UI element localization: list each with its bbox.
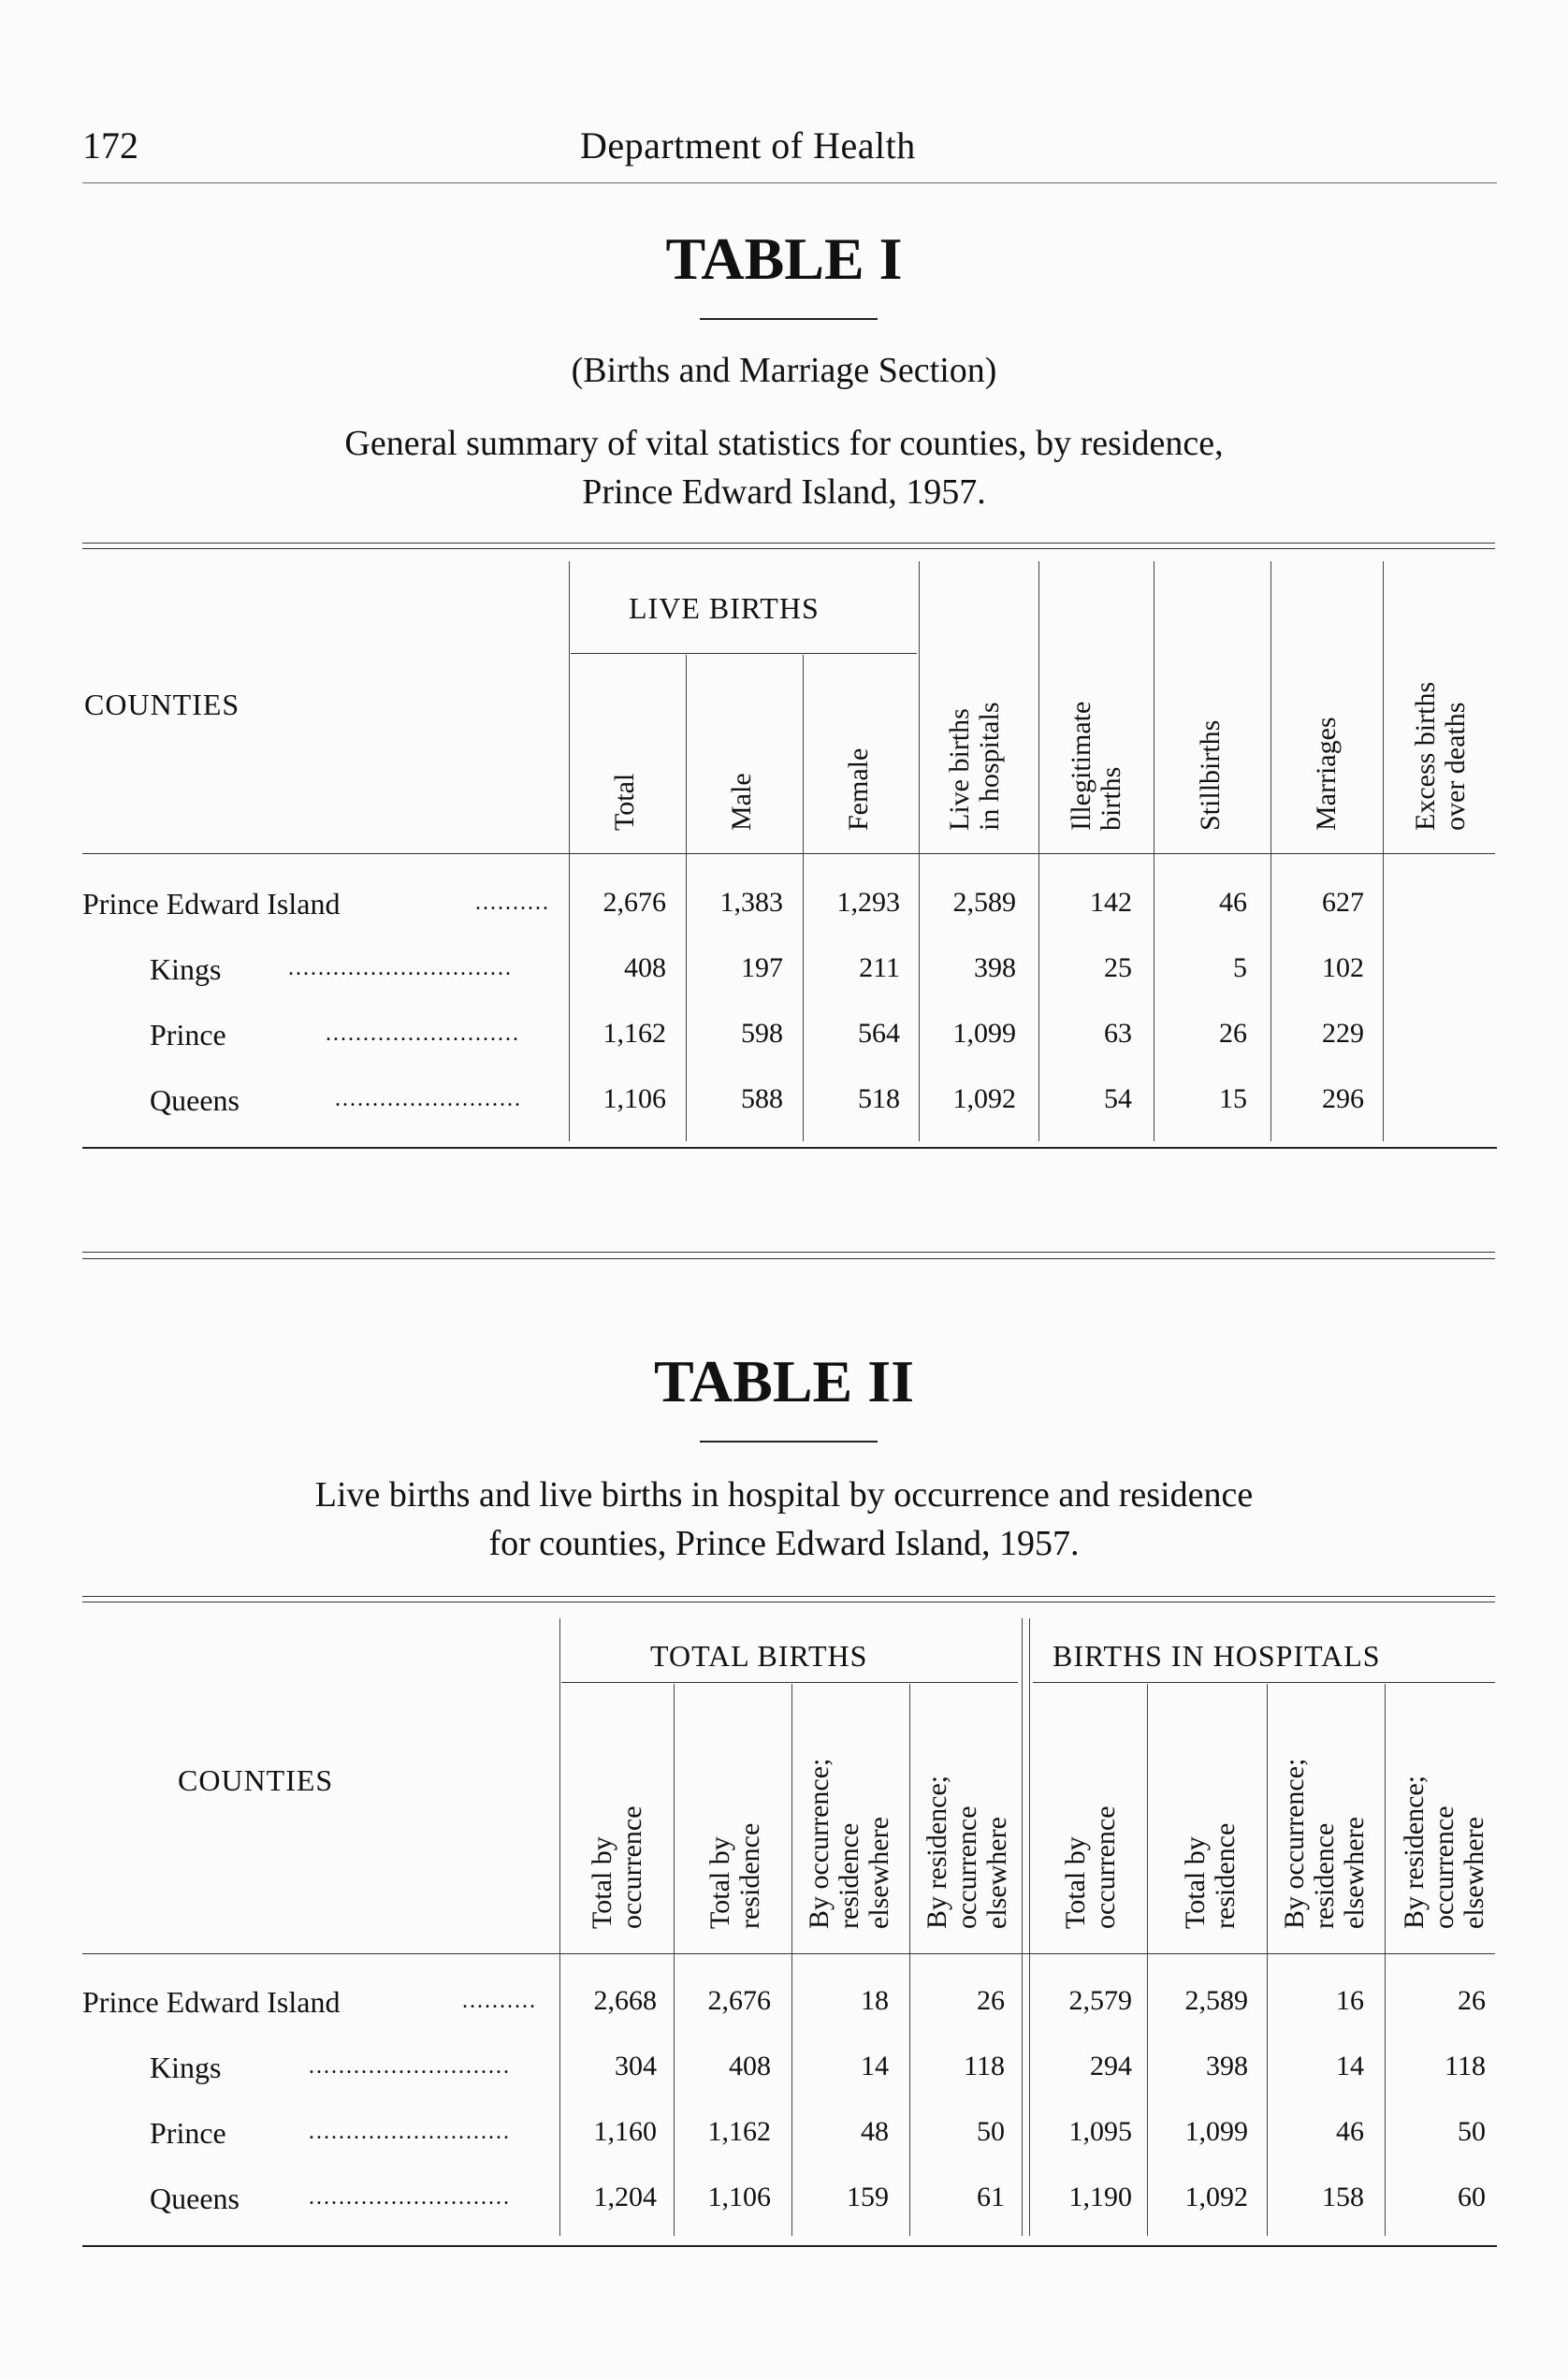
table2-cell: 1,092 xyxy=(1184,2182,1248,2212)
table2-cell: 118 xyxy=(964,2051,1005,2081)
table1-title: TABLE I xyxy=(665,225,903,292)
table1-col-header: Total xyxy=(609,773,640,831)
table1-row-leader: ......................... xyxy=(335,1087,522,1111)
table2-title: TABLE II xyxy=(653,1348,915,1414)
table2-row-leader: ........................... xyxy=(309,2120,511,2144)
table1-bottom-rule xyxy=(82,1147,1497,1149)
table2-row-leader: ........................... xyxy=(309,2054,511,2079)
table2-col-header: By residence; xyxy=(922,1775,952,1929)
table2-cell: 2,676 xyxy=(707,1985,771,2016)
table1-col-header: in hospitals xyxy=(974,702,1005,831)
table2-col-header: By residence; xyxy=(1399,1775,1430,1929)
table2-cell: 294 xyxy=(1090,2051,1132,2081)
table2-cell: 2,589 xyxy=(1184,1985,1248,2016)
table1-row-leader: .......................... xyxy=(326,1022,520,1046)
table2-cell: 61 xyxy=(977,2182,1005,2212)
running-title: Department of Health xyxy=(580,124,916,167)
table2-col-sep xyxy=(559,1618,560,2236)
table2-cell: 26 xyxy=(977,1985,1005,2016)
table1-cell: 627 xyxy=(1322,887,1364,918)
table2-header-rule xyxy=(82,1953,1495,1954)
table2-cell: 2,668 xyxy=(593,1985,657,2016)
table2-col-header: Total by xyxy=(587,1836,617,1929)
table1-col-header: over deaths xyxy=(1440,702,1471,831)
table2-col-sep xyxy=(1267,1684,1268,2236)
table2-col-header: elsewhere xyxy=(981,1817,1012,1929)
table2-cell: 48 xyxy=(861,2116,889,2147)
table1-cell: 2,589 xyxy=(952,887,1016,918)
table2-col-header: By occurrence; xyxy=(804,1758,835,1929)
table2-group2-header: BIRTHS IN HOSPITALS xyxy=(1053,1639,1381,1673)
table2-cell: 26 xyxy=(1458,1985,1486,2016)
table1-cell: 598 xyxy=(741,1018,783,1049)
table2-cell: 1,204 xyxy=(593,2182,657,2212)
table2-cell: 1,095 xyxy=(1068,2116,1132,2147)
table1-cell: 5 xyxy=(1233,952,1247,983)
table2-col-header: residence xyxy=(734,1822,765,1929)
table2-row-leader: ........................... xyxy=(309,2185,511,2210)
table1-caption-line1: General summary of vital statistics for counties, by residence, xyxy=(344,424,1224,463)
table2-cell: 398 xyxy=(1206,2051,1248,2081)
table1-top-rule-a xyxy=(82,543,1495,544)
table2-group2-rule xyxy=(1033,1682,1495,1683)
table1-header-rule xyxy=(82,853,1495,854)
table1-cell: 408 xyxy=(624,952,666,983)
table2-col-sep xyxy=(1022,1618,1023,2236)
table2-cell: 1,160 xyxy=(593,2116,657,2147)
table2-col-header: Total by xyxy=(1060,1836,1091,1929)
table1-cell: 142 xyxy=(1090,887,1132,918)
table2-col-header: elsewhere xyxy=(864,1817,894,1929)
table1-cell: 63 xyxy=(1104,1018,1132,1049)
table2-cell: 1,106 xyxy=(707,2182,771,2212)
table2-group1-header: TOTAL BIRTHS xyxy=(650,1639,868,1673)
table2-bottom-rule xyxy=(82,2245,1497,2247)
table2-col-sep xyxy=(674,1684,675,2236)
table1-cell: 1,099 xyxy=(952,1018,1016,1049)
table2-col-header: occurrence xyxy=(1090,1805,1121,1929)
table1-cell: 1,106 xyxy=(603,1083,666,1114)
table2-col-header: residence xyxy=(1309,1822,1340,1929)
table2-cell: 50 xyxy=(977,2116,1005,2147)
table1-row-label: Prince Edward Island xyxy=(82,887,341,921)
table2-title-rule xyxy=(700,1441,878,1443)
table1-group-rule xyxy=(571,653,917,654)
table1-caption-line2: Prince Edward Island, 1957. xyxy=(582,472,986,512)
table2-caption-line2: for counties, Prince Edward Island, 1957. xyxy=(488,1524,1080,1563)
table1-cell: 46 xyxy=(1219,887,1247,918)
table1-cell: 26 xyxy=(1219,1018,1247,1049)
table1-row-label: Kings xyxy=(150,952,222,986)
table1-cell: 197 xyxy=(741,952,783,983)
table2-col-sep xyxy=(1147,1684,1148,2236)
table1-col-header: births xyxy=(1096,766,1126,831)
table1-title-rule xyxy=(700,318,878,320)
table2-cell: 408 xyxy=(729,2051,771,2081)
table2-cell: 1,099 xyxy=(1184,2116,1248,2147)
table2-cell: 1,162 xyxy=(707,2116,771,2147)
table2-cell: 304 xyxy=(615,2051,657,2081)
section-rule-b xyxy=(82,1258,1495,1259)
table1-col-sep xyxy=(1270,561,1271,1141)
table1-col-sep xyxy=(1383,561,1384,1141)
table1-cell: 15 xyxy=(1219,1083,1247,1114)
table2-cell: 60 xyxy=(1458,2182,1486,2212)
table1-col-header: Excess births xyxy=(1410,681,1441,831)
table1-col-sep xyxy=(686,655,687,1141)
table2-col-header: occurrence xyxy=(1429,1805,1459,1929)
table1-cell: 25 xyxy=(1104,952,1132,983)
table2-cell: 118 xyxy=(1445,2051,1486,2081)
table1-col-header: Marriages xyxy=(1311,717,1342,831)
table1-col-header: Stillbirths xyxy=(1195,719,1226,831)
table2-cell: 16 xyxy=(1336,1985,1364,2016)
table1-cell: 564 xyxy=(858,1018,900,1049)
table2-stub-header: COUNTIES xyxy=(178,1763,334,1797)
header-rule xyxy=(82,182,1497,183)
table1-cell: 518 xyxy=(858,1083,900,1114)
table2-cell: 1,190 xyxy=(1068,2182,1132,2212)
table1-stub-header: COUNTIES xyxy=(84,688,240,721)
table2-row-label: Kings xyxy=(150,2051,222,2084)
table1-cell: 102 xyxy=(1322,952,1364,983)
table1-section: (Births and Marriage Section) xyxy=(571,351,997,390)
table2-row-leader: .......... xyxy=(462,1989,537,2013)
table2-row-label: Queens xyxy=(150,2182,240,2215)
table1-group-header: LIVE BIRTHS xyxy=(629,591,820,625)
table1-cell: 2,676 xyxy=(603,887,666,918)
table2-cell: 2,579 xyxy=(1068,1985,1132,2016)
table1-cell: 229 xyxy=(1322,1018,1364,1049)
table2-col-header: Total by xyxy=(704,1836,735,1929)
table2-col-header: occurrence xyxy=(951,1805,982,1929)
table2-cell: 159 xyxy=(847,2182,889,2212)
table2-cell: 50 xyxy=(1458,2116,1486,2147)
section-rule-a xyxy=(82,1252,1495,1253)
table2-cell: 14 xyxy=(861,2051,889,2081)
table1-col-sep xyxy=(1038,561,1039,1141)
table1-col-header: Male xyxy=(726,773,757,831)
table1-cell: 588 xyxy=(741,1083,783,1114)
table1-row-leader: .............................. xyxy=(288,956,513,980)
table2-cell: 14 xyxy=(1336,2051,1364,2081)
table1-col-header: Female xyxy=(843,747,874,831)
table2-cell: 46 xyxy=(1336,2116,1364,2147)
table2-col-header: Total by xyxy=(1180,1836,1211,1929)
table1-top-rule-b xyxy=(82,548,1495,549)
table2-row-label: Prince Edward Island xyxy=(82,1985,341,2019)
table2-col-sep xyxy=(1385,1684,1386,2236)
table1-col-sep xyxy=(803,655,804,1141)
table2-cell: 158 xyxy=(1322,2182,1364,2212)
table1-col-sep xyxy=(919,561,920,1141)
table2-cell: 18 xyxy=(861,1985,889,2016)
table1-cell: 398 xyxy=(974,952,1016,983)
table1-row-label: Prince xyxy=(150,1018,226,1051)
table2-col-sep xyxy=(791,1684,792,2236)
table1-cell: 54 xyxy=(1104,1083,1132,1114)
table2-row-label: Prince xyxy=(150,2116,226,2150)
table2-col-sep xyxy=(1029,1618,1030,2236)
table2-col-header: By occurrence; xyxy=(1279,1758,1310,1929)
table1-cell: 1,092 xyxy=(952,1083,1016,1114)
table2-col-header: elsewhere xyxy=(1339,1817,1370,1929)
table1-col-sep xyxy=(569,561,570,1141)
table1-row-label: Queens xyxy=(150,1083,240,1117)
table1-cell: 1,293 xyxy=(836,887,900,918)
table2-group1-rule xyxy=(561,1682,1018,1683)
table2-col-header: occurrence xyxy=(617,1805,647,1929)
table1-cell: 1,383 xyxy=(719,887,783,918)
table1-row-leader: .......... xyxy=(475,891,550,915)
table2-col-sep xyxy=(909,1684,910,2236)
table1-col-header: Illegitimate xyxy=(1066,701,1096,831)
table1-cell: 211 xyxy=(859,952,900,983)
table2-col-header: elsewhere xyxy=(1459,1817,1489,1929)
table2-col-header: residence xyxy=(834,1822,864,1929)
table1-col-header: Live births xyxy=(944,708,975,831)
page-number: 172 xyxy=(82,124,138,167)
table2-caption-line1: Live births and live births in hospital by occurrence and residence xyxy=(314,1475,1254,1515)
table2-col-header: residence xyxy=(1210,1822,1241,1929)
table1-cell: 1,162 xyxy=(603,1018,666,1049)
table2-top-rule-a xyxy=(82,1596,1495,1597)
table1-cell: 296 xyxy=(1322,1083,1364,1114)
